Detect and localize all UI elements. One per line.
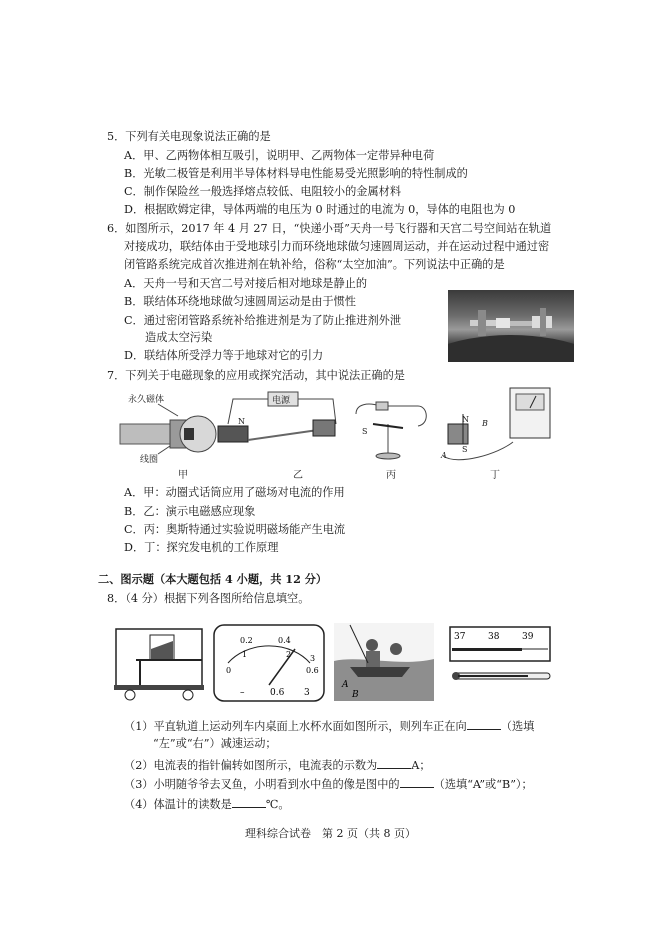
q8-item-4 bbox=[124, 796, 290, 812]
ammeter-terminal-minus: – bbox=[240, 688, 245, 698]
thermometer-figure bbox=[450, 627, 550, 680]
q8-stem: 8．（4 分）根据下列各图所给信息填空。 bbox=[107, 592, 310, 605]
q5-option-d: D．根据欧姆定律，导体两端的电压为 0 时通过的电流为 0，导体的电阻也为 0 bbox=[124, 203, 516, 216]
oersted-figure bbox=[356, 402, 426, 480]
q8-item-1-text-b: （选填 bbox=[500, 720, 535, 733]
fish-label-b: B bbox=[352, 690, 359, 700]
label-bing: 丙 bbox=[386, 470, 396, 480]
q8-item-1-line-1 bbox=[124, 718, 534, 734]
q6-option-a: A．天舟一号和天宫二号对接后相对地球是静止的 bbox=[124, 277, 368, 290]
ammeter-figure bbox=[214, 625, 324, 701]
q8-item-2 bbox=[124, 757, 431, 773]
ammeter-terminal-3: 3 bbox=[304, 688, 310, 698]
q8-item-4-text-b: ℃。 bbox=[265, 798, 290, 811]
q8-item-2-text-b: A； bbox=[411, 759, 431, 772]
ammeter-sub-0: 0 bbox=[226, 666, 232, 675]
q6-stem-3: 闭管路系统完成首次推进剂在轨补给，俗称“太空加油”。下列说法中正确的是 bbox=[124, 258, 505, 271]
q5-option-c: C．制作保险丝一般选择熔点较低、电阻较小的金属材料 bbox=[124, 185, 402, 198]
thermo-38: 38 bbox=[488, 632, 500, 642]
q7-stem: 7．下列关于电磁现象的应用或探究活动，其中说法正确的是 bbox=[107, 369, 405, 382]
q8-item-1-line-2: “左”或“右”）减速运动； bbox=[153, 737, 277, 750]
space-station-image bbox=[448, 290, 574, 362]
q5-option-b: B．光敏二极管是利用半导体材料导电性能易受光照影响的特性制成的 bbox=[124, 167, 468, 180]
q6-option-c-1: C．通过密闭管路系统补给推进剂是为了防止推进剂外泄 bbox=[124, 314, 402, 327]
q8-item-4-blank[interactable] bbox=[232, 796, 266, 808]
generator-figure bbox=[440, 388, 550, 480]
thermo-37: 37 bbox=[454, 632, 466, 642]
label-a-ding: A bbox=[441, 451, 447, 460]
space-docking-photo bbox=[448, 290, 574, 362]
label-b-ding: B bbox=[482, 419, 488, 428]
q5-option-a: A．甲、乙两物体相互吸引，说明甲、乙两物体一定带异种电荷 bbox=[124, 149, 435, 162]
microphone-figure bbox=[120, 393, 216, 480]
label-s-ding: S bbox=[462, 445, 468, 454]
ammeter-scale-2: 2 bbox=[286, 650, 292, 659]
q7-option-c: C．丙：奥斯特通过实验说明磁场能产生电流 bbox=[124, 523, 346, 536]
ammeter-sub-06: 0.6 bbox=[306, 666, 319, 675]
label-jia: 甲 bbox=[178, 470, 188, 480]
ammeter-terminal-06: 0.6 bbox=[270, 688, 285, 698]
section-2-title: 二、图示题（本大题包括 4 小题，共 12 分） bbox=[98, 572, 328, 586]
q7-option-b: B．乙：演示电磁感应现象 bbox=[124, 505, 256, 518]
q8-item-2-blank[interactable] bbox=[377, 757, 411, 769]
q8-figures bbox=[110, 615, 560, 705]
ammeter-sub-02: 0.2 bbox=[240, 636, 253, 645]
ammeter-scale-3: 3 bbox=[310, 654, 316, 663]
q8-item-4-text-a: （4）体温计的读数是 bbox=[124, 798, 232, 811]
label-n-yi: N bbox=[238, 417, 245, 426]
label-power: 电源 bbox=[272, 396, 291, 406]
label-yi: 乙 bbox=[293, 470, 303, 480]
q6-option-b: B．联结体环绕地球做匀速圆周运动是由于惯性 bbox=[124, 295, 356, 308]
q7-option-a: A．甲：动圈式话筒应用了磁场对电流的作用 bbox=[124, 486, 345, 499]
q6-stem-1: 6．如图所示，2017 年 4 月 27 日，“快递小哥”天舟一号飞行器和天宫二号空间站在轨道 bbox=[107, 222, 552, 235]
q8-item-3-blank[interactable] bbox=[400, 776, 434, 788]
label-permanent-magnet: 永久磁体 bbox=[128, 395, 165, 405]
label-ding: 丁 bbox=[490, 470, 500, 480]
q8-item-3-text-a: （3）小明随爷爷去叉鱼，小明看到水中鱼的像是图中的 bbox=[124, 778, 400, 791]
fishing-figure bbox=[334, 623, 434, 701]
q8-item-1-text-a: （1）平直轨道上运动列车内桌面上水杯水面如图所示，则列车正在向 bbox=[124, 720, 467, 733]
train-cup-figure bbox=[114, 629, 204, 700]
ammeter-scale-1: 1 bbox=[242, 650, 248, 659]
q7-option-d: D．丁：探究发电机的工作原理 bbox=[124, 541, 279, 554]
q8-item-1-blank[interactable] bbox=[467, 718, 501, 730]
q6-option-c-2: 造成太空污染 bbox=[145, 331, 213, 344]
label-coil: 线圈 bbox=[140, 455, 159, 465]
q8-item-3 bbox=[124, 776, 533, 792]
electromagnetism-figures bbox=[118, 384, 568, 480]
label-n-ding: N bbox=[462, 415, 469, 424]
q8-item-2-text-a: （2）电流表的指针偏转如图所示，电流表的示数为 bbox=[124, 759, 378, 772]
fish-label-a: A bbox=[342, 680, 349, 690]
page-footer: 理科综合试卷 第 2 页（共 8 页） bbox=[245, 827, 416, 840]
q8-item-3-text-b: （选填“A”或“B”）； bbox=[433, 778, 533, 791]
thermo-39: 39 bbox=[522, 632, 534, 642]
q5-stem: 5．下列有关电现象说法正确的是 bbox=[107, 130, 271, 143]
label-s-bing: S bbox=[362, 427, 368, 436]
q6-stem-2: 对接成功，联结体由于受地球引力而环绕地球做匀速圆周运动，并在运动过程中通过密 bbox=[124, 240, 550, 253]
power-rail-figure bbox=[218, 392, 336, 480]
ammeter-sub-04: 0.4 bbox=[278, 636, 291, 645]
q6-option-d: D．联结体所受浮力等于地球对它的引力 bbox=[124, 349, 324, 362]
